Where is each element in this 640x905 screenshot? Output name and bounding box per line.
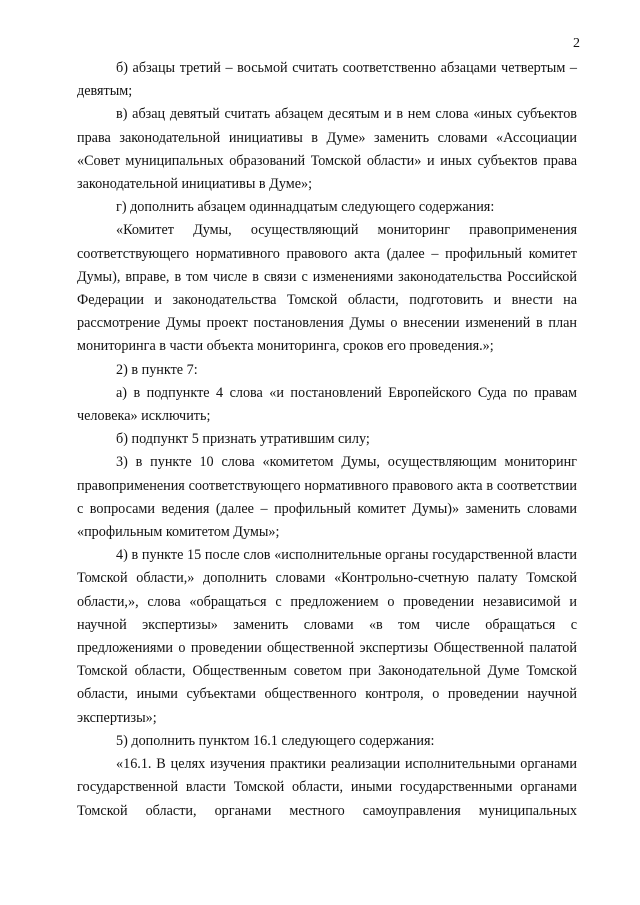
page-number: 2	[573, 36, 580, 51]
paragraph-quote-komitet: «Комитет Думы, осуществляющий мониторинг правоприменения соответствующего нормативного правового акта (далее – профильный комитет Думы), вправе, в том числе в связи с изменениями законодательства Российской Федерации и законодательства Томской области, подготовить и внести на рассмотрение Думы проект постановления Думы о внесении изменений в план мониторинга в части объекта мониторинга, сроков его проведения.»;	[77, 222, 577, 355]
paragraph-g-dopolnit: г) дополнить абзацем одиннадцатым следующего содержания:	[116, 199, 495, 216]
paragraph-quote-16-1: «16.1. В целях изучения практики реализации исполнительными органами государственной власти Томской области, иными государственными органами Томской области, органами местного самоуправления муниципальных	[77, 756, 577, 819]
paragraph-b-abzacy: б) абзацы третий – восьмой считать соответственно абзацами четвертым – девятым;	[77, 60, 577, 100]
document-body	[77, 57, 577, 823]
paragraph-item-4: 4) в пункте 15 после слов «исполнительные органы государственной власти Томской области,» дополнить словами «Контрольно-счетную палату Томской области,», слова «обращаться с предложением о проведении независимой и научной экспертизы» заменить словами «в том числе обращаться с предложениями о проведении общественной экспертизы Общественной палатой Томской области, Общественным советом при Законодательной Думе Томской области, иными субъектами общественного контроля, о проведении научной экспертизы»;	[77, 547, 577, 726]
paragraph-item-2: 2) в пункте 7:	[116, 361, 198, 378]
paragraph-v-abzac: в) абзац девятый считать абзацем десятым и в нем слова «иных субъектов права законодательной инициативы в Думе» заменить словами «Ассоциации «Совет муниципальных образований Томской области» и иных субъектов права законодательной инициативы в Думе»;	[77, 106, 577, 193]
paragraph-item-5: 5) дополнить пунктом 16.1 следующего содержания:	[116, 732, 435, 749]
paragraph-item-3: 3) в пункте 10 слова «комитетом Думы, осуществляющим мониторинг правоприменения соответствующего нормативного правового акта в соответствии с вопросами ведения (далее – профильный комитет Думы)» заменить словами «профильным комитетом Думы»;	[77, 454, 577, 541]
paragraph-b-podpunkt-5: б) подпункт 5 признать утратившим силу;	[116, 431, 370, 448]
paragraph-a-podpunkt-4: а) в подпункте 4 слова «и постановлений Европейского Суда по правам человека» исключить;	[77, 384, 577, 425]
